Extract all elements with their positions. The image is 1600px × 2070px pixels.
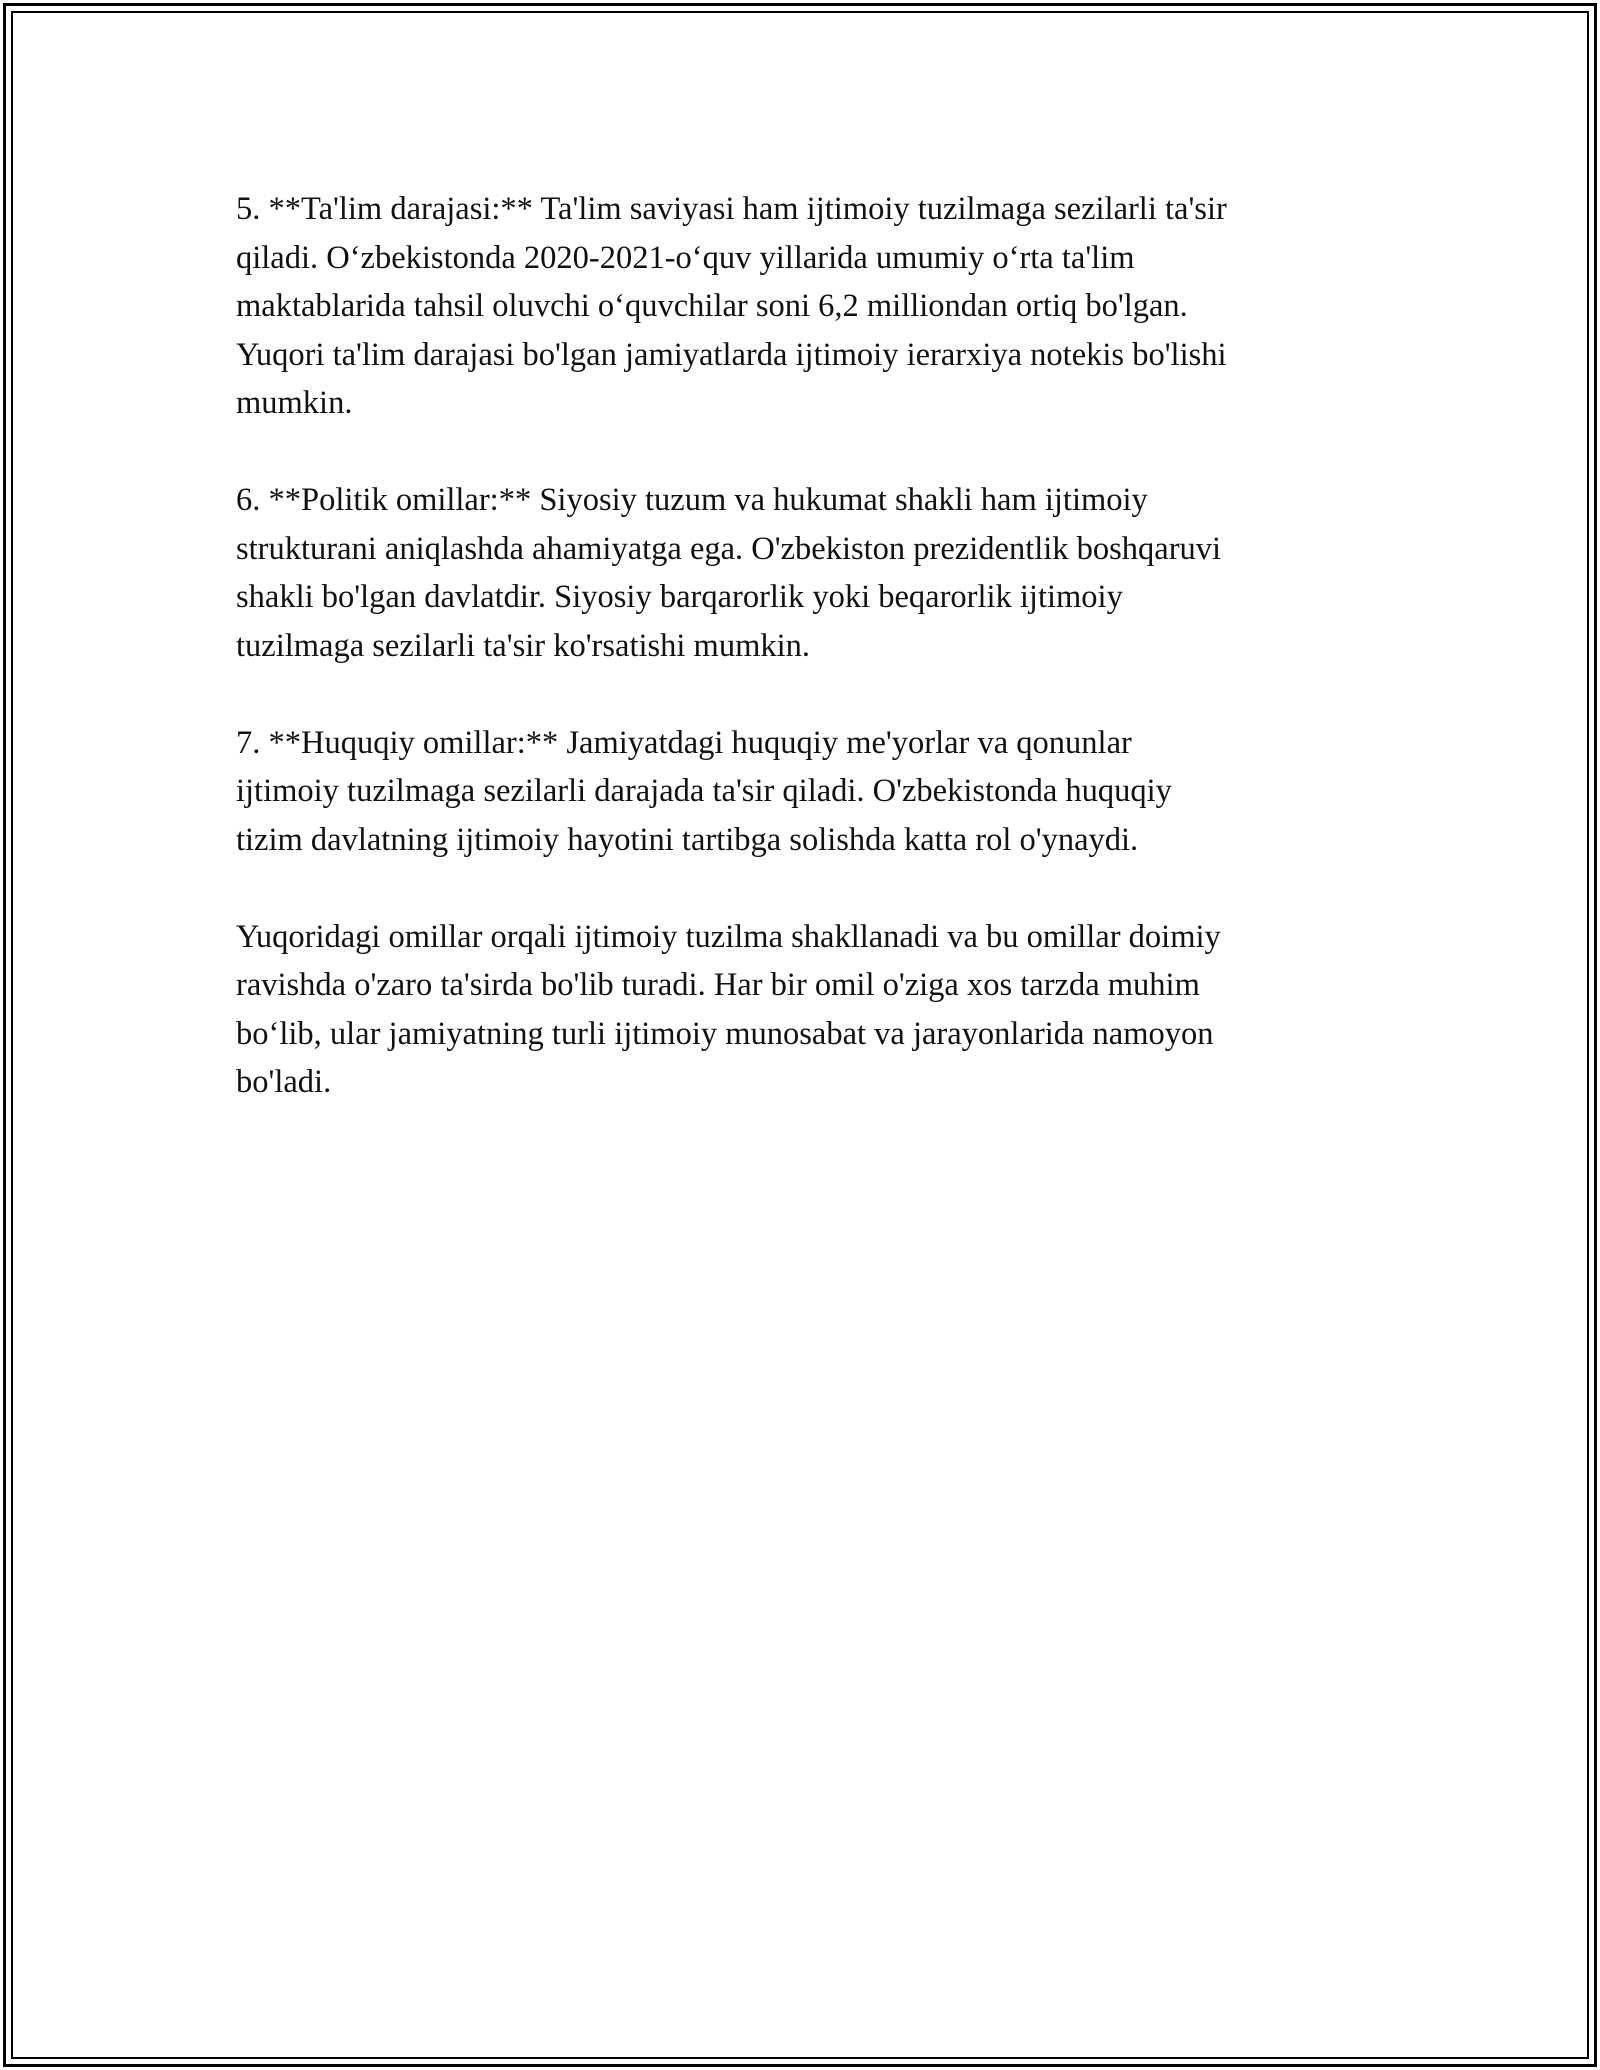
- text-line: bo'ladi.: [236, 1064, 332, 1100]
- paragraph-education: [236, 185, 1366, 428]
- text-line: bo‘lib, ular jamiyatning turli ijtimoiy munosabat va jarayonlarida namoyon: [236, 1015, 1214, 1052]
- text-line: maktablarida tahsil oluvchi o‘quvchilar soni 6,2 milliondan ortiq bo'lgan.: [236, 288, 1188, 324]
- text-line: 5. **Ta'lim darajasi:** Ta'lim saviyasi ham ijtimoiy tuzilmaga sezilarli ta'sir: [236, 191, 1227, 227]
- text-line: tizim davlatning ijtimoiy hayotini tartibga solishda katta rol o'ynaydi.: [236, 821, 1139, 858]
- text-line: ravishda o'zaro ta'sirda bo'lib turadi. Har bir omil o'ziga xos tarzda muhim: [236, 967, 1200, 1003]
- paragraph-legal: [236, 719, 1366, 865]
- text-line: 6. **Politik omillar:** Siyosiy tuzum va hukumat shakli ham ijtimoiy: [236, 482, 1148, 518]
- paragraph-conclusion: [236, 913, 1366, 1107]
- paragraph-political: [236, 476, 1366, 670]
- text-line: ijtimoiy tuzilmaga sezilarli darajada ta'sir qiladi. O'zbekistonda huquqiy: [236, 773, 1172, 809]
- text-line: strukturani aniqlashda ahamiyatga ega. O'zbekiston prezidentlik boshqaruvi: [236, 530, 1222, 567]
- text-line: Yuqoridagi omillar orqali ijtimoiy tuzilma shakllanadi va bu omillar doimiy: [236, 918, 1221, 955]
- text-line: shakli bo'lgan davlatdir. Siyosiy barqarorlik yoki beqarorlik ijtimoiy: [236, 579, 1123, 615]
- text-line: 7. **Huquqiy omillar:** Jamiyatdagi huquqiy me'yorlar va qonunlar: [236, 724, 1132, 761]
- document-body: [236, 185, 1366, 1107]
- text-line: mumkin.: [236, 385, 353, 421]
- text-line: tuzilmaga sezilarli ta'sir ko'rsatishi mumkin.: [236, 627, 811, 664]
- text-line: Yuqori ta'lim darajasi bo'lgan jamiyatlarda ijtimoiy ierarxiya notekis bo'lishi: [236, 336, 1227, 373]
- text-line: qiladi. O‘zbekistonda 2020-2021-o‘quv yillarida umumiy o‘rta ta'lim: [236, 239, 1135, 276]
